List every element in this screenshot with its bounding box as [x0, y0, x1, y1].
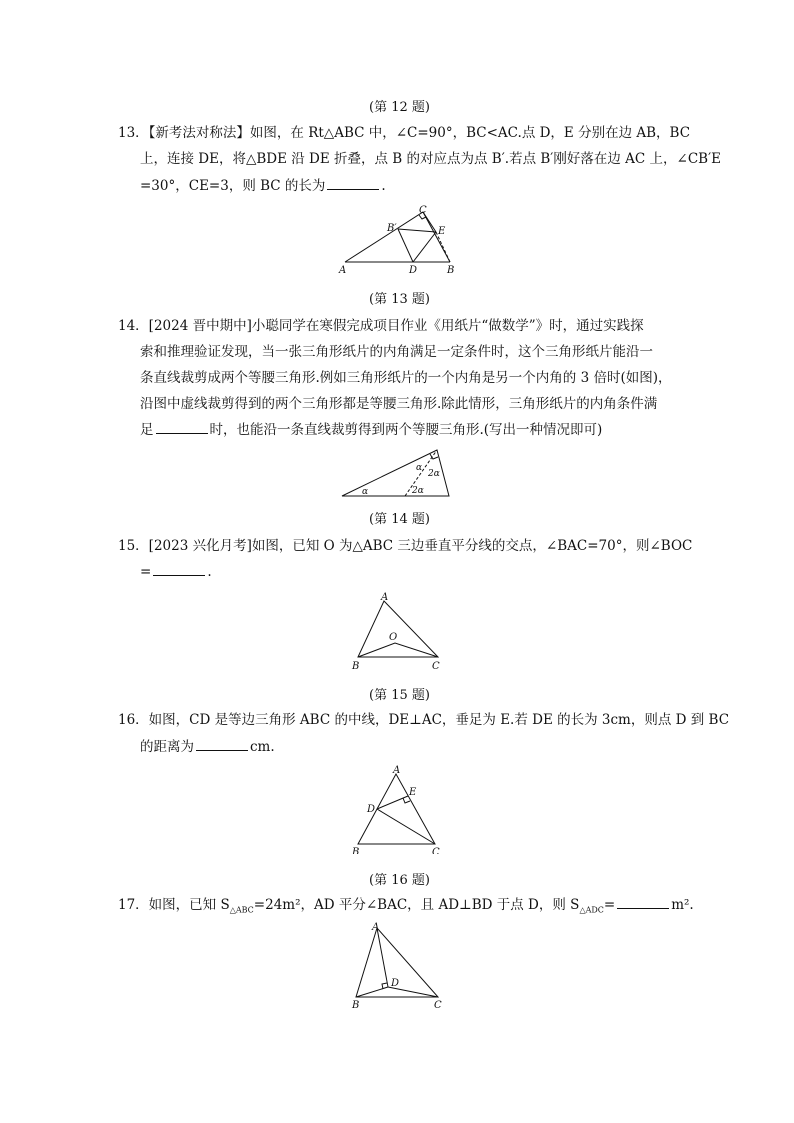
q14-line2: 索和推理验证发现，当一张三角形纸片的内角满足一定条件时，这个三角形纸片能沿一	[140, 344, 653, 360]
q15-line2	[140, 563, 212, 582]
q16-answer-blank[interactable]	[196, 738, 248, 751]
f13-triangle-abc	[345, 212, 450, 262]
caption-16: (第 16 题)	[369, 873, 430, 888]
caption-12: (第 12 题)	[369, 100, 430, 115]
q13-line3	[140, 177, 386, 196]
q17-text-d: m².	[671, 897, 694, 913]
caption-13: (第 13 题)	[369, 292, 430, 307]
f13-label-e: E	[438, 226, 446, 237]
caption-15: (第 15 题)	[369, 688, 430, 703]
figure-13	[335, 205, 475, 275]
q16-line2	[140, 738, 275, 757]
f16-right-angle	[403, 798, 410, 803]
f17-label-c: C	[434, 1000, 442, 1011]
q15-line2-end: .	[207, 564, 212, 580]
q16-line1: 16．如图，CD 是等边三角形 ABC 的中线，DE⊥AC，垂足为 E.若 DE 的长为 3cm，则点 D 到 BC	[118, 712, 730, 728]
f16-label-b: B	[352, 847, 360, 854]
q15-line2-start: =	[140, 564, 152, 580]
q13-line3-text: =30°，CE=3，则 BC 的长为	[140, 178, 326, 194]
f13-line-bprime-e	[398, 229, 436, 232]
f15-label-a: A	[381, 592, 389, 603]
f17-label-b: B	[352, 1000, 360, 1011]
f14-alpha-left: α	[362, 487, 369, 497]
f16-label-c: C	[432, 847, 440, 854]
caption-14: (第 14 题)	[369, 512, 430, 527]
q13-answer-blank[interactable]	[327, 177, 379, 190]
f14-alpha-top: α	[416, 463, 423, 473]
figure-15	[350, 590, 450, 675]
q17-line1	[118, 896, 694, 920]
figure-14	[340, 448, 455, 498]
q17-answer-blank[interactable]	[617, 896, 669, 909]
q14-line4: 沿图中虚线裁剪得到的两个三角形都是等腰三角形.除此情形，三角形纸片的内角条件满	[140, 396, 658, 412]
f13-label-a: A	[339, 265, 347, 275]
f17-line-ad	[377, 928, 388, 987]
figure-16	[350, 764, 450, 854]
f13-label-b: B	[447, 265, 455, 275]
q17-sub-adc: △ADC	[579, 905, 604, 915]
f15-label-c: C	[432, 661, 440, 672]
f15-triangle-abc	[358, 601, 438, 657]
f16-label-a: A	[393, 765, 401, 776]
f16-median-cd	[377, 809, 435, 844]
q17-text-b: =24m²，AD 平分∠BAC，且 AD⊥BD 于点 D，则 S	[253, 897, 580, 913]
f14-2alpha-bottom: 2α	[412, 486, 424, 496]
f13-line-bprime-d	[398, 229, 413, 262]
q17-text-a: 17．如图，已知 S	[118, 897, 230, 913]
f13-label-d: D	[409, 265, 418, 275]
q13-line1: 13．【新考法对称法】如图，在 Rt△ABC 中，∠C=90°，BC<AC.点 D，E 分别在边 AB，BC	[118, 125, 691, 141]
q13-line2: 上，连接 DE，将△BDE 沿 DE 折叠，点 B 的对应点为点 B′.若点 B′刚好落在边 AC 上，∠CB′E	[140, 151, 721, 167]
q16-line2-start: 的距离为	[140, 739, 194, 755]
q14-line5-end: 时，也能沿一条直线裁剪得到两个等腰三角形.(写出一种情况即可)	[209, 422, 603, 438]
f17-label-d: D	[391, 978, 400, 989]
q14-line5	[140, 421, 602, 440]
q14-line1: 14．[2024 晋中期中]小聪同学在寒假完成项目作业《用纸片“做数学”》时，通过实践探	[118, 318, 644, 334]
f13-label-bprime: B′	[387, 223, 397, 234]
f17-label-a: A	[372, 922, 380, 933]
q14-line5-start: 足	[140, 422, 154, 438]
f15-label-b: B	[352, 661, 360, 672]
q13-line3-end: .	[381, 178, 386, 194]
f16-label-d: D	[367, 804, 376, 815]
f13-label-c: C	[419, 205, 427, 216]
q16-line2-end: cm.	[250, 739, 275, 755]
q15-line1: 15．[2023 兴化月考]如图，已知 O 为△ABC 三边垂直平分线的交点，∠BAC=70°，则∠BOC	[118, 538, 693, 554]
f13-line-d-e	[413, 232, 436, 262]
q14-answer-blank[interactable]	[156, 421, 208, 434]
f16-label-e: E	[409, 787, 417, 798]
q17-sub-abc: △ABC	[229, 905, 254, 915]
figure-17	[350, 920, 450, 1015]
f15-label-o: O	[389, 632, 398, 643]
q14-line3: 条直线裁剪成两个等腰三角形.例如三角形纸片的一个内角是另一个内角的 3 倍时(如图)，	[140, 370, 672, 386]
f14-2alpha-top: 2α	[428, 469, 440, 479]
q17-text-c: =	[603, 897, 616, 913]
q15-answer-blank[interactable]	[153, 563, 205, 576]
